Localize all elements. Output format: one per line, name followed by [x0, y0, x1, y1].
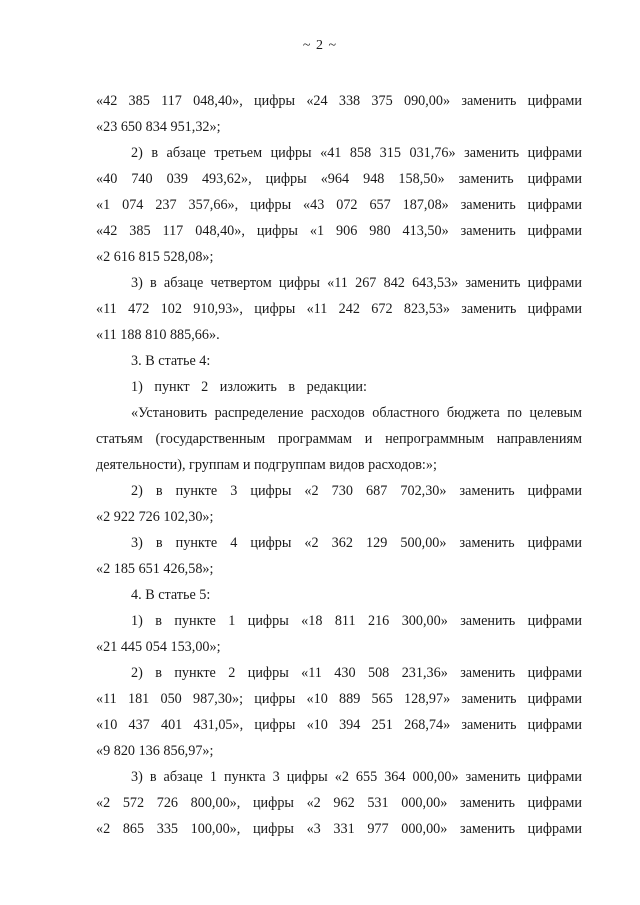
text-line: «42 385 117 048,40», цифры «24 338 375 090,00» заменить цифрами — [96, 93, 582, 109]
text-line: 3. В статье 4: — [131, 353, 211, 369]
text-line: 4. В статье 5: — [131, 587, 211, 603]
text-line: «11 472 102 910,93», цифры «11 242 672 823,53» заменить цифрами — [96, 301, 582, 317]
text-line: «42 385 117 048,40», цифры «1 906 980 413,50» заменить цифрами — [96, 223, 582, 239]
text-line: 2) в пункте 3 цифры «2 730 687 702,30» заменить цифрами — [131, 483, 582, 499]
text-line: «1 074 237 357,66», цифры «43 072 657 187,08» заменить цифрами — [96, 197, 582, 213]
text-line: «2 865 335 100,00», цифры «3 331 977 000,00» заменить цифрами — [96, 821, 582, 837]
text-line: 1) в пункте 1 цифры «18 811 216 300,00» заменить цифрами — [131, 613, 582, 629]
text-line: 2) в пункте 2 цифры «11 430 508 231,36» заменить цифрами — [131, 665, 582, 681]
text-line: «Установить распределение расходов областного бюджета по целевым — [131, 405, 582, 421]
text-line: «10 437 401 431,05», цифры «10 394 251 268,74» заменить цифрами — [96, 717, 582, 733]
text-line: «11 181 050 987,30»; цифры «10 889 565 128,97» заменить цифрами — [96, 691, 582, 707]
text-line: деятельности), группам и подгруппам видов расходов:»; — [96, 457, 437, 473]
text-line: 1) пункт 2 изложить в редакции: — [131, 379, 367, 395]
text-line: 3) в абзаце четвертом цифры «11 267 842 643,53» заменить цифрами — [131, 275, 582, 291]
text-line: «2 922 726 102,30»; — [96, 509, 214, 525]
text-line: 2) в абзаце третьем цифры «41 858 315 031,76» заменить цифрами — [131, 145, 582, 161]
text-line: «21 445 054 153,00»; — [96, 639, 221, 655]
text-line: 3) в абзаце 1 пункта 3 цифры «2 655 364 000,00» заменить цифрами — [131, 769, 582, 785]
text-line: «11 188 810 885,66». — [96, 327, 220, 343]
text-line: «2 616 815 528,08»; — [96, 249, 214, 265]
text-line: 3) в пункте 4 цифры «2 362 129 500,00» заменить цифрами — [131, 535, 582, 551]
text-line: «40 740 039 493,62», цифры «964 948 158,50» заменить цифрами — [96, 171, 582, 187]
page-number: ~ 2 ~ — [302, 38, 338, 53]
text-line: «2 185 651 426,58»; — [96, 561, 214, 577]
text-line: статьям (государственным программам и непрограммным направлениям — [96, 431, 582, 447]
text-line: «9 820 136 856,97»; — [96, 743, 214, 759]
text-line: «2 572 726 800,00», цифры «2 962 531 000,00» заменить цифрами — [96, 795, 582, 811]
text-line: «23 650 834 951,32»; — [96, 119, 221, 135]
